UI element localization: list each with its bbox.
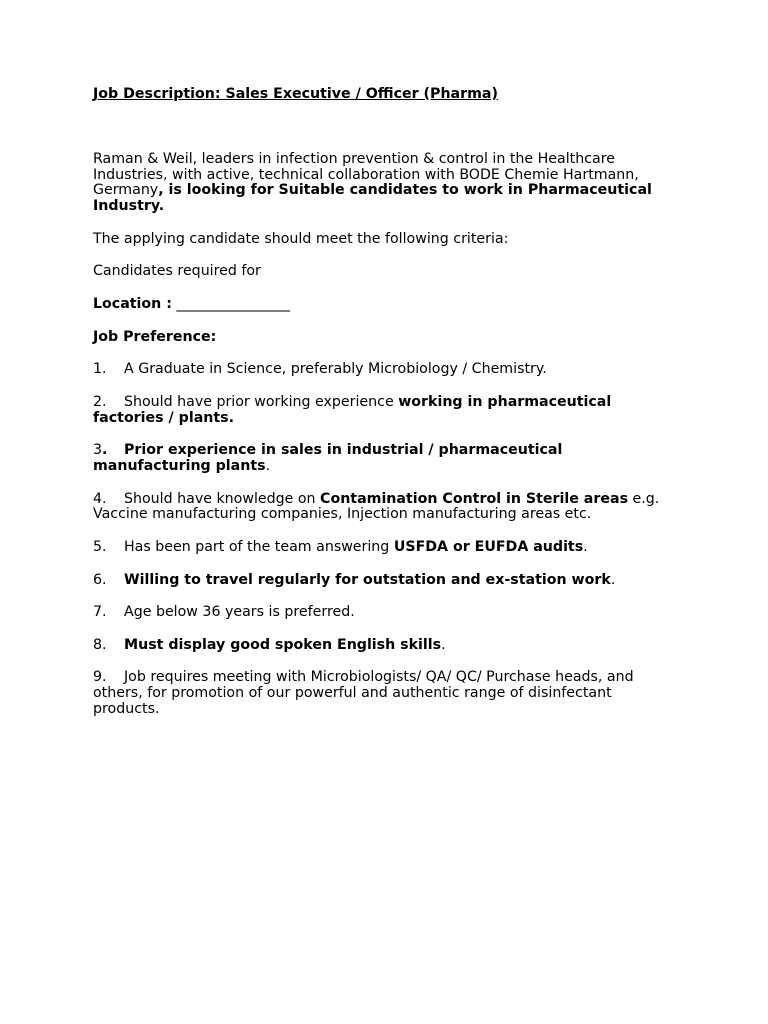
location-line	[93, 297, 673, 313]
item-bold-text: working in pharmaceutical factories / plants.	[93, 393, 612, 426]
item-number-dot: .	[102, 442, 108, 459]
item-text: Should have knowledge on	[124, 490, 321, 507]
item-text: Has been part of the team answering	[124, 538, 394, 555]
item-number: 4.	[93, 490, 107, 507]
item-number: 9.	[93, 669, 107, 686]
list-item	[93, 492, 673, 524]
item-bold-text: Willing to travel regularly for outstation and ex-station work	[124, 571, 611, 588]
job-preference-label-text: Job Preference:	[93, 328, 217, 345]
item-text-end: .	[610, 571, 616, 588]
item-text: Age below 36 years is preferred.	[124, 604, 355, 621]
item-text: Job requires meeting with Microbiologists/ QA/ QC/ Purchase heads, and others, for promotion of our powerful and authentic range of disinfectant products.	[93, 669, 634, 717]
intro-paragraph	[93, 152, 673, 215]
list-item	[93, 670, 673, 717]
candidates-required: Candidates required for	[93, 263, 261, 280]
item-text: Should have prior working experience	[124, 393, 399, 410]
item-text-end: .	[441, 636, 446, 653]
list-item	[93, 395, 673, 427]
item-text-end: .	[265, 457, 271, 474]
job-preference-label	[93, 330, 673, 346]
intro-bold-text: , is looking for Suitable candidates to work in Pharmaceutical Industry.	[93, 182, 652, 215]
list-item	[93, 443, 673, 475]
item-bold-text: Contamination Control in Sterile areas	[320, 490, 629, 507]
item-number: 6.	[93, 571, 107, 588]
item-text: A Graduate in Science, preferably Microbiology / Chemistry.	[124, 361, 547, 378]
item-number: 2.	[93, 393, 107, 410]
location-label: Location :	[93, 295, 172, 312]
document-title: Job Description: Sales Executive / Officer (Pharma)	[93, 86, 498, 102]
item-bold-text: Must display good spoken English skills	[124, 636, 442, 653]
criteria-intro: The applying candidate should meet the following criteria:	[93, 230, 509, 247]
list-item	[93, 638, 673, 654]
location-blank: ________________	[176, 295, 290, 312]
item-number: 7.	[93, 604, 107, 621]
item-number: 1.	[93, 361, 107, 378]
list-item	[93, 573, 673, 589]
item-number: 5.	[93, 538, 107, 555]
item-text-end: e.g. Vaccine manufacturing companies, Injection manufacturing areas etc.	[93, 490, 660, 523]
list-item	[93, 362, 673, 378]
document-page	[93, 87, 673, 718]
item-number	[93, 443, 124, 459]
item-text-end: .	[583, 538, 588, 555]
list-item	[93, 605, 673, 621]
item-number: 8.	[93, 636, 107, 653]
item-bold-text: Prior experience in sales in industrial / pharmaceutical manufacturing plants	[93, 442, 563, 474]
item-bold-text: USFDA or EUFDA audits	[393, 538, 584, 555]
intro-text: Raman & Weil, leaders in infection prevention & control in the Healthcare Industries, with active, technical collaboration with BODE Chemie Hartmann, Germany	[93, 150, 639, 199]
list-item	[93, 540, 673, 556]
item-number-digit: 3	[93, 442, 103, 459]
